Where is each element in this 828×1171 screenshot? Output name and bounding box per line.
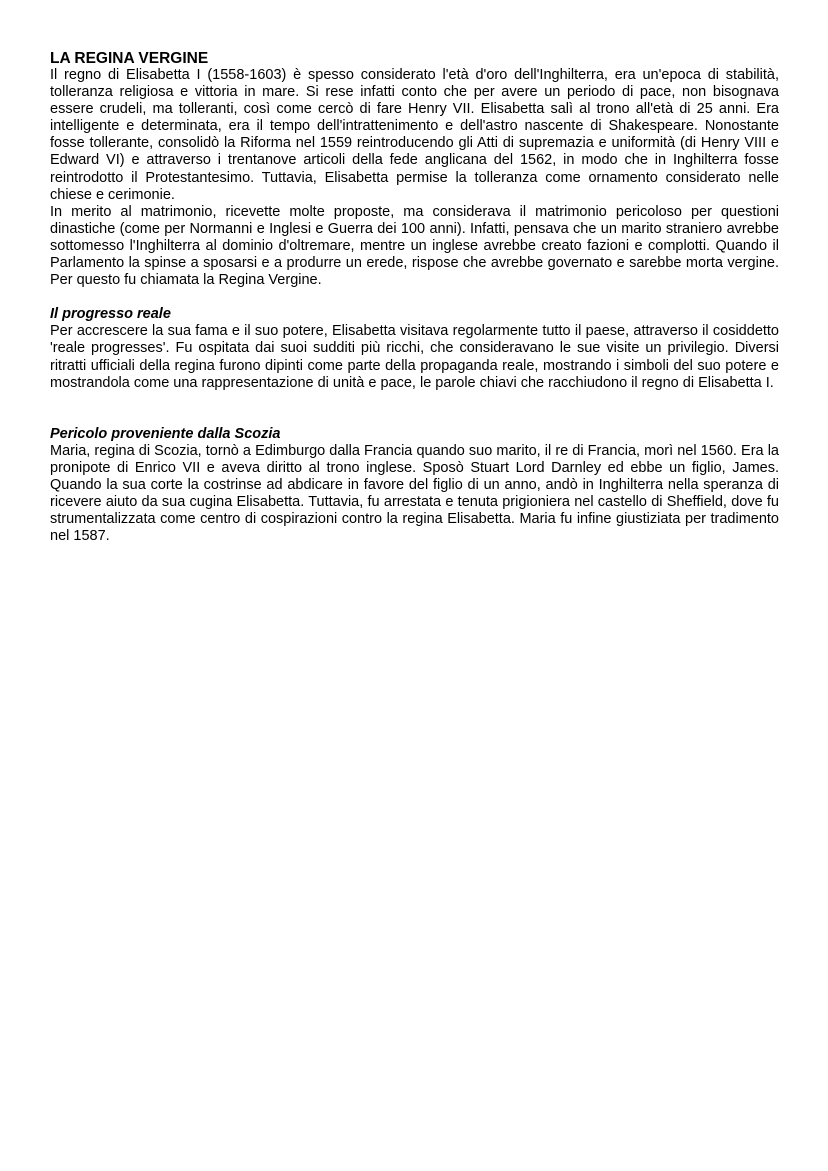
progresso-paragraph: Per accrescere la sua fama e il suo potere, Elisabetta visitava regolarmente tutto il paese, attraverso il cosiddetto 'reale progresses'. Fu ospitata dai suoi sudditi più ricchi, che consideravano le sue visite un privilegio. Diversi ritratti ufficiali della regina furono dipinti come parte della propaganda reale, mostrando i simboli del suo potere e mostrandola come una rappresentazione di unità e pace, le parole chiavi che racchiudono il regno di Elisabetta I. xyxy=(50,323,779,391)
document-page xyxy=(50,50,779,545)
section-heading-scozia: Pericolo proveniente dalla Scozia xyxy=(50,425,281,442)
document-title: LA REGINA VERGINE xyxy=(50,50,209,67)
intro-paragraph-2: In merito al matrimonio, ricevette molte proposte, ma considerava il matrimonio pericoloso per questioni dinastiche (come per Normanni e Inglesi e Guerra dei 100 anni). Infatti, pensava che un marito straniero avrebbe sottomesso l'Inghilterra al dominio d'oltremare, mentre un inglese avrebbe creato fazioni e complotti. Quando il Parlamento la spinse a sposarsi e a produrre un erede, rispose che avrebbe governato e sarebbe morta vergine. Per questo fu chiamata la Regina Vergine. xyxy=(50,203,779,289)
scozia-paragraph: Maria, regina di Scozia, tornò a Edimburgo dalla Francia quando suo marito, il re di Francia, morì nel 1560. Era la pronipote di Enrico VII e aveva diritto al trono inglese. Sposò Stuart Lord Darnley ed ebbe un figlio, James. Quando la sua corte la costrinse ad abdicare in favore del figlio di un anno, andò in Inghilterra nella speranza di ricevere aiuto da sua cugina Elisabetta. Tuttavia, fu arrestata e tenuta prigioniera nel castello di Sheffield, dove fu strumentalizzata come centro di cospirazioni contro la regina Elisabetta. Maria fu infine giustiziata per tradimento nel 1587. xyxy=(50,442,779,545)
section-heading-progresso: Il progresso reale xyxy=(50,306,171,323)
section-spacer xyxy=(50,392,779,426)
intro-paragraph-1: Il regno di Elisabetta I (1558-1603) è spesso considerato l'età d'oro dell'Inghilterra, era un'epoca di stabilità, tolleranza religiosa e vittoria in mare. Si rese infatti conto che per avere un periodo di pace, non bisognava essere crudeli, ma tolleranti, così come cercò di fare Henry VII. Elisabetta salì al trono all'età di 25 anni. Era intelligente e determinata, era il tempo dell'intrattenimento e dell'astro nascente di Shakespeare. Nonostante fosse tollerante, consolidò la Riforma nel 1559 reintroducendo gli Atti di supremazia e uniformità (di Henry VIII e Edward VI) e attraverso i trentanove articoli della fede anglicana del 1562, in modo che in Inghilterra fosse reintrodotto il Protestantesimo. Tuttavia, Elisabetta permise la tolleranza come ornamento considerato nelle chiese e cerimonie. xyxy=(50,67,779,203)
section-spacer xyxy=(50,289,779,306)
